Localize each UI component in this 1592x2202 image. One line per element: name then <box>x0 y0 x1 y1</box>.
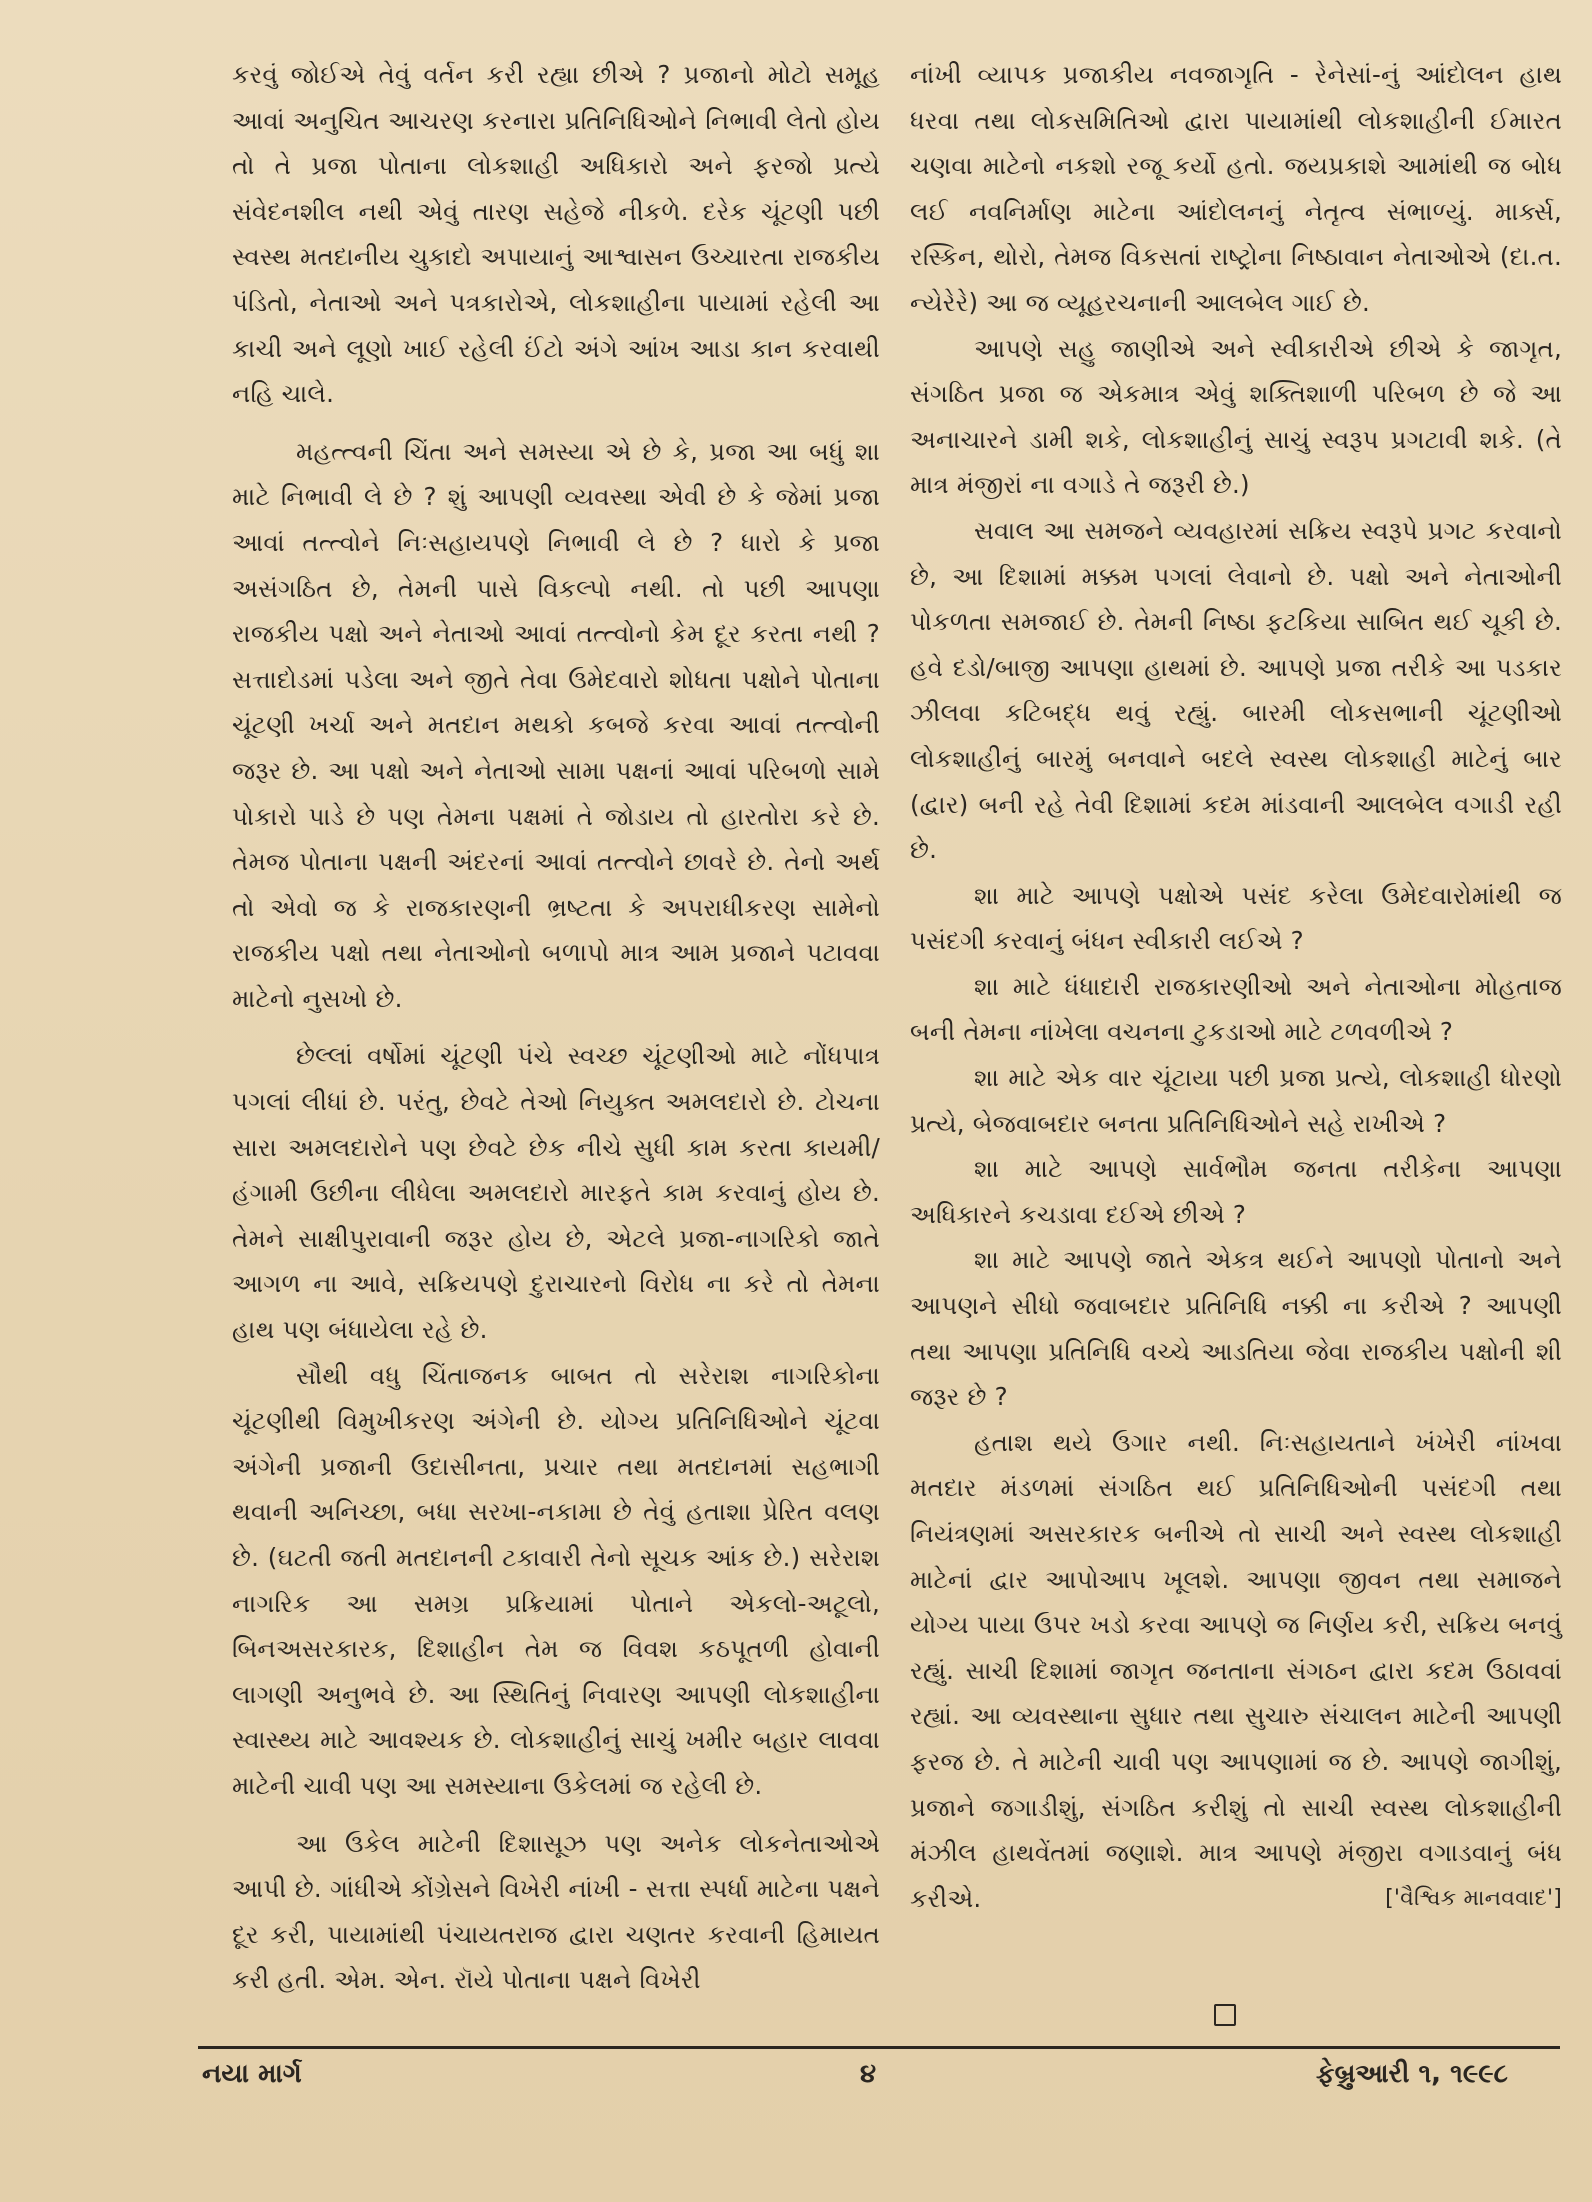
paragraph: નાંખી વ્યાપક પ્રજાકીય નવજાગૃતિ - રેનેસાં-નું આંદોલન હાથ ધરવા તથા લોકસમિતિઓ દ્વારા પાયામાંથી લોકશાહીની ઈમારત ચણવા માટેનો નકશો રજૂ કર્યો હતો. જયપ્રકાશે આમાંથી જ બોધ લઈ નવનિર્માણ માટેના આંદોલનનું નેતૃત્વ સંભાળ્યું. માર્ક્સ, રસ્કિન, થોરો, તેમજ વિકસતાં રાષ્ટ્રોના નિષ્ઠાવાન નેતાઓએ (દા.ત. ન્યેરેરે) આ જ વ્યૂહરચનાની આલબેલ ગાઈ છે. <box>910 60 1562 317</box>
paragraph: શા માટે એક વાર ચૂંટાયા પછી પ્રજા પ્રત્યે, લોકશાહી ધોરણો પ્રત્યે, બેજવાબદાર બનતા પ્રતિનિધિઓને સહે રાખીએ ? <box>910 1063 1562 1138</box>
paragraph: શા માટે આપણે સાર્વભૌમ જનતા તરીકેના આપણા અધિકારને કચડાવા દઈએ છીએ ? <box>910 1154 1562 1229</box>
paragraph: શા માટે આપણે પક્ષોએ પસંદ કરેલા ઉમેદવારોમાંથી જ પસંદગી કરવાનું બંધન સ્વીકારી લઈએ ? <box>910 880 1562 956</box>
paragraph: કરવું જોઈએ તેવું વર્તન કરી રહ્યા છીએ ? પ્રજાનો મોટો સમૂહ આવાં અનુચિત આચરણ કરનારા પ્રતિનિધિઓને નિભાવી લેતો હોય તો તે પ્રજા પોતાના લોકશાહી અધિકારો અને ફરજો પ્રત્યે સંવેદનશીલ નથી એવું તારણ સહેજે નીકળે. દરેક ચૂંટણી પછી સ્વસ્થ મતદાનીય ચુકાદો અપાયાનું આશ્વાસન ઉચ્ચારતા રાજકીય પંડિતો, નેતાઓ અને પત્રકારોએ, લોકશાહીના પાયામાં રહેલી આ કાચી અને લૂણો ખાઈ રહેલી ઈંટો અંગે આંખ આડા કાન કરવાથી નહિ ચાલે. <box>232 60 880 409</box>
paragraph: શા માટે આપણે જાતે એકત્ર થઈને આપણો પોતાનો અને આપણને સીધો જવાબદાર પ્રતિનિધિ નક્કી ના કરીએ ? આપણી તથા આપણા પ્રતિનિધિ વચ્ચે આડતિયા જેવા રાજકીય પક્ષોની શી જરૂર છે ? <box>910 1245 1562 1412</box>
paragraph: શા માટે ધંધાદારી રાજકારણીઓ અને નેતાઓના મોહતાજ બની તેમના નાંખેલા વચનના ટુકડાઓ માટે ટળવળીએ ? <box>910 971 1562 1047</box>
source-credit: ['વૈશ્વિક માનવવાદ'] <box>1385 1885 1562 1911</box>
footer-divider <box>198 2046 1560 2049</box>
left-column <box>232 52 880 2003</box>
right-column <box>910 52 1562 1921</box>
end-of-article-box-icon <box>1214 2004 1236 2026</box>
publication-name: નયા માર્ગ <box>202 2059 302 2089</box>
issue-date: ફેબ્રુઆરી ૧, ૧૯૯૮ <box>1316 2059 1508 2089</box>
paragraph: સવાલ આ સમજને વ્યવહારમાં સક્રિય સ્વરૂપે પ્રગટ કરવાનો છે, આ દિશામાં મક્કમ પગલાં લેવાનો છે. પક્ષો અને નેતાઓની પોકળતા સમજાઈ છે. તેમની નિષ્ઠા ફટકિયા સાબિત થઈ ચૂકી છે. હવે દડો/બાજી આપણા હાથમાં છે. આપણે પ્રજા તરીકે આ પડકાર ઝીલવા કટિબદ્ધ થવું રહ્યું. બારમી લોકસભાની ચૂંટણીઓ લોકશાહીનું બારમું બનવાને બદલે સ્વસ્થ લોકશાહી માટેનું બાર (દ્વાર) બની રહે તેવી દિશામાં કદમ માંડવાની આલબેલ વગાડી રહી છે. <box>910 515 1562 865</box>
paragraph-last <box>910 1420 1562 1922</box>
paragraph: મહત્ત્વની ચિંતા અને સમસ્યા એ છે કે, પ્રજા આ બધું શા માટે નિભાવી લે છે ? શું આપણી વ્યવસ્થા એવી છે કે જેમાં પ્રજા આવાં તત્ત્વોને નિઃસહાયપણે નિભાવી લે છે ? ધારો કે પ્રજા અસંગઠિત છે, તેમની પાસે વિકલ્પો નથી. તો પછી આપણા રાજકીય પક્ષો અને નેતાઓ આવાં તત્ત્વોનો કેમ દૂર કરતા નથી ? સત્તાદોડમાં પડેલા અને જીતે તેવા ઉમેદવારો શોધતા પક્ષોને પોતાના ચૂંટણી ખર્ચા અને મતદાન મથકો કબજે કરવા આવાં તત્ત્વોની જરૂર છે. આ પક્ષો અને નેતાઓ સામા પક્ષનાં આવાં પરિબળો સામે પોકારો પાડે છે પણ તેમના પક્ષમાં તે જોડાય તો હારતોરા કરે છે. તેમજ પોતાના પક્ષની અંદરનાં આવાં તત્ત્વોને છાવરે છે. તેનો અર્થ તો એવો જ કે રાજકારણની ભ્રષ્ટતા કે અપરાધીકરણ સામેનો રાજકીય પક્ષો તથા નેતાઓનો બળાપો માત્ર આમ પ્રજાને પટાવવા માટેનો નુસખો છે. <box>232 436 880 1013</box>
paragraph: સૌથી વધુ ચિંતાજનક બાબત તો સરેરાશ નાગરિકોના ચૂંટણીથી વિમુખીકરણ અંગેની છે. યોગ્ય પ્રતિનિધિઓને ચૂંટવા અંગેની પ્રજાની ઉદાસીનતા, પ્રચાર તથા મતદાનમાં સહભાગી થવાની અનિચ્છા, બધા સરખા-નકામા છે તેવું હતાશા પ્રેરિત વલણ છે. (ઘટતી જતી મતદાનની ટકાવારી તેનો સૂચક આંક છે.) સરેરાશ નાગરિક આ સમગ્ર પ્રક્રિયામાં પોતાને એકલો-અટૂલો, બિનઅસરકારક, દિશાહીન તેમ જ વિવશ કઠપૂતળી હોવાની લાગણી અનુભવે છે. આ સ્થિતિનું નિવારણ આપણી લોકશાહીના સ્વાસ્થ્ય માટે આવશ્યક છે. લોકશાહીનું સાચું ખમીર બહાર લાવવા માટેની ચાવી પણ આ સમસ્યાના ઉકેલમાં જ રહેલી છે. <box>232 1360 880 1800</box>
page-number: ૪ <box>860 2059 877 2089</box>
paragraph: આપણે સહુ જાણીએ અને સ્વીકારીએ છીએ કે જાગૃત, સંગઠિત પ્રજા જ એકમાત્ર એવું શક્તિશાળી પરિબળ છે જે આ અનાચારને ડામી શકે, લોકશાહીનું સાચું સ્વરૂપ પ્રગટાવી શકે. (તે માત્ર મંજીરાં ના વગાડે તે જરૂરી છે.) <box>910 333 1562 500</box>
paragraph: આ ઉકેલ માટેની દિશાસૂઝ પણ અનેક લોકનેતાઓએ આપી છે. ગાંધીએ કોંગ્રેસને વિખેરી નાંખી - સત્તા સ્પર્ધા માટેના પક્ષને દૂર કરી, પાયામાંથી પંચાયતરાજ દ્વારા ચણતર કરવાની હિમાયત કરી હતી. એમ. એન. રૉયે પોતાના પક્ષને વિખેરી <box>232 1828 880 1995</box>
paragraph-text: હતાશ થયે ઉગાર નથી. નિઃસહાયતાને ખંખેરી નાંખવા મતદાર મંડળમાં સંગઠિત થઈ પ્રતિનિધિઓની પસંદગી તથા નિયંત્રણમાં અસરકારક બનીએ તો સાચી અને સ્વસ્થ લોકશાહી માટેનાં દ્વાર આપોઆપ ખૂલશે. આપણા જીવન તથા સમાજને યોગ્ય પાયા ઉપર ખડો કરવા આપણે જ નિર્ણય કરી, સક્રિય બનવું રહ્યું. સાચી દિશામાં જાગૃત જનતાના સંગઠન દ્વારા કદમ ઉઠાવવાં રહ્યાં. આ વ્યવસ્થાના સુધાર તથા સુચારુ સંચાલન માટેની આપણી ફરજ છે. તે માટેની ચાવી પણ આપણામાં જ છે. આપણે જાગીશું, પ્રજાને જગાડીશું, સંગઠિત કરીશું તો સાચી સ્વસ્થ લોકશાહીની મંઝીલ હાથવેંતમાં જણાશે. માત્ર આપણે મંજીરા વગાડવાનું બંધ કરીએ. <box>910 1427 1562 1913</box>
paragraph: છેલ્લાં વર્ષોમાં ચૂંટણી પંચે સ્વચ્છ ચૂંટણીઓ માટે નોંધપાત્ર પગલાં લીધાં છે. પરંતુ, છેવટે તેઓ નિયુક્ત અમલદારો છે. ટોચના સારા અમલદારોને પણ છેવટે છેક નીચે સુધી કામ કરતા કાયમી/હંગામી ઉછીના લીધેલા અમલદારો મારફતે કામ કરવાનું હોય છે. તેમને સાક્ષીપુરાવાની જરૂર હોય છે, એટલે પ્રજા-નાગરિકો જાતે આગળ ના આવે, સક્રિયપણે દુરાચારનો વિરોધ ના કરે તો તેમના હાથ પણ બંધાયેલા રહે છે. <box>232 1041 880 1345</box>
